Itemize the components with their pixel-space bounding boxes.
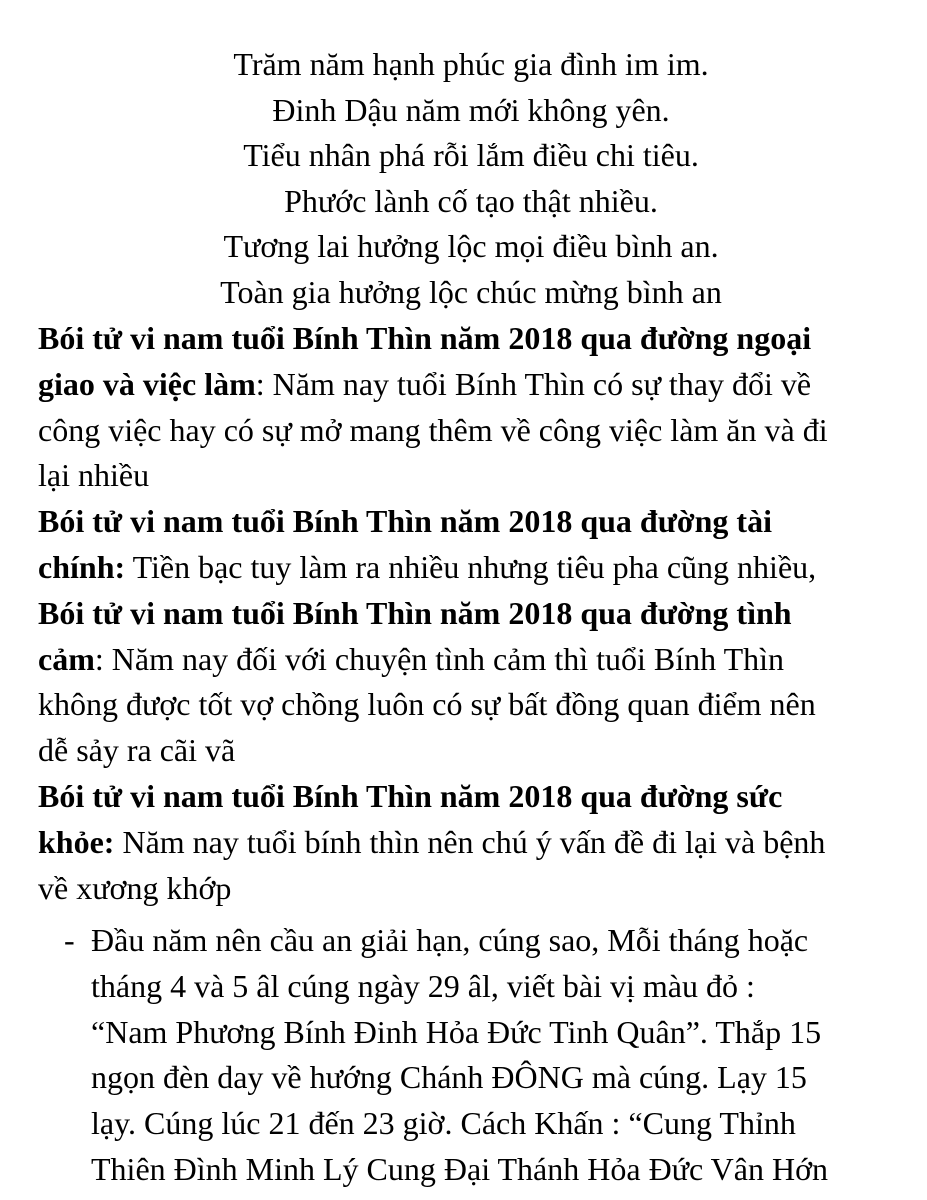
text-line xyxy=(38,682,920,728)
text-line xyxy=(38,408,920,454)
text-line xyxy=(38,362,920,408)
section-text: về xương khớp xyxy=(38,869,232,906)
text-line xyxy=(38,316,920,362)
poem-line: Trăm năm hạnh phúc gia đình im im. xyxy=(233,46,709,82)
text-line xyxy=(38,545,920,591)
text-line xyxy=(38,591,920,637)
bullet-dash: - xyxy=(64,922,75,958)
section-text: dễ sảy ra cãi vã xyxy=(38,732,236,769)
list-line: “Nam Phương Bính Đinh Hỏa Đức Tinh Quân”. Thắp 15 xyxy=(91,1013,822,1050)
section-heading: Bói tử vi nam tuổi Bính Thìn năm 2018 qua đường tình xyxy=(38,594,792,631)
section-text: công việc hay có sự mở mang thêm về công việc làm ăn và đi xyxy=(38,411,828,448)
horoscope-sections xyxy=(38,316,920,911)
health-section xyxy=(38,774,920,911)
section-text: Năm nay tuổi bính thìn nên chú ý vấn đề đi lại và bệnh xyxy=(114,823,826,860)
text-line xyxy=(38,637,920,683)
list-line: Đầu năm nên cầu an giải hạn, cúng sao, Mỗi tháng hoặc xyxy=(91,922,809,958)
text-line xyxy=(38,774,920,820)
section-heading: Bói tử vi nam tuổi Bính Thìn năm 2018 qua đường ngoại xyxy=(38,320,812,356)
text-line xyxy=(38,728,920,774)
poem-line: Tương lai hưởng lộc mọi điều bình an. xyxy=(223,228,719,264)
section-heading: Bói tử vi nam tuổi Bính Thìn năm 2018 qua đường sức xyxy=(38,777,783,814)
text-line xyxy=(38,866,920,912)
list-line: lạy. Cúng lúc 21 đến 23 giờ. Cách Khấn : “Cung Thỉnh xyxy=(91,1105,796,1142)
finance-section xyxy=(38,499,920,591)
list-item xyxy=(64,918,914,1193)
section-text: lại nhiều xyxy=(38,457,150,494)
text-line xyxy=(38,453,920,499)
list-line: tháng 4 và 5 âl cúng ngày 29 âl, viết bài vị màu đỏ : xyxy=(91,967,755,1004)
section-heading: chính: xyxy=(38,548,126,585)
section-text: Tiền bạc tuy làm ra nhiều nhưng tiêu pha cũng nhiều, xyxy=(125,548,817,585)
section-heading: khỏe: xyxy=(38,823,115,860)
poem-block xyxy=(0,42,927,315)
love-section xyxy=(38,591,920,774)
career-section xyxy=(38,316,920,499)
advice-list xyxy=(64,918,914,1193)
text-line xyxy=(38,820,920,866)
poem-line: Đinh Dậu năm mới không yên. xyxy=(272,91,670,128)
section-heading: giao và việc làm xyxy=(38,365,256,402)
section-heading: Bói tử vi nam tuổi Bính Thìn năm 2018 qua đường tài xyxy=(38,503,772,540)
section-text: không được tốt vợ chồng luôn có sự bất đồng quan điểm nên xyxy=(38,686,816,723)
poem-line: Toàn gia hưởng lộc chúc mừng bình an xyxy=(220,273,722,310)
section-text: : Năm nay tuổi Bính Thìn có sự thay đổi về xyxy=(255,365,812,402)
poem-line: Phước lành cố tạo thật nhiều. xyxy=(284,182,658,219)
list-line: ngọn đèn day về hướng Chánh ĐÔNG mà cúng. Lạy 15 xyxy=(91,1059,807,1096)
section-heading: cảm xyxy=(38,640,95,677)
list-line: Thiên Đình Minh Lý Cung Đại Thánh Hỏa Đức Vân Hớn xyxy=(91,1150,828,1187)
section-text: : Năm nay đối với chuyện tình cảm thì tuổi Bính Thìn xyxy=(94,640,784,677)
poem-line: Tiểu nhân phá rỗi lắm điều chi tiêu. xyxy=(243,137,699,173)
text-line xyxy=(38,499,920,545)
